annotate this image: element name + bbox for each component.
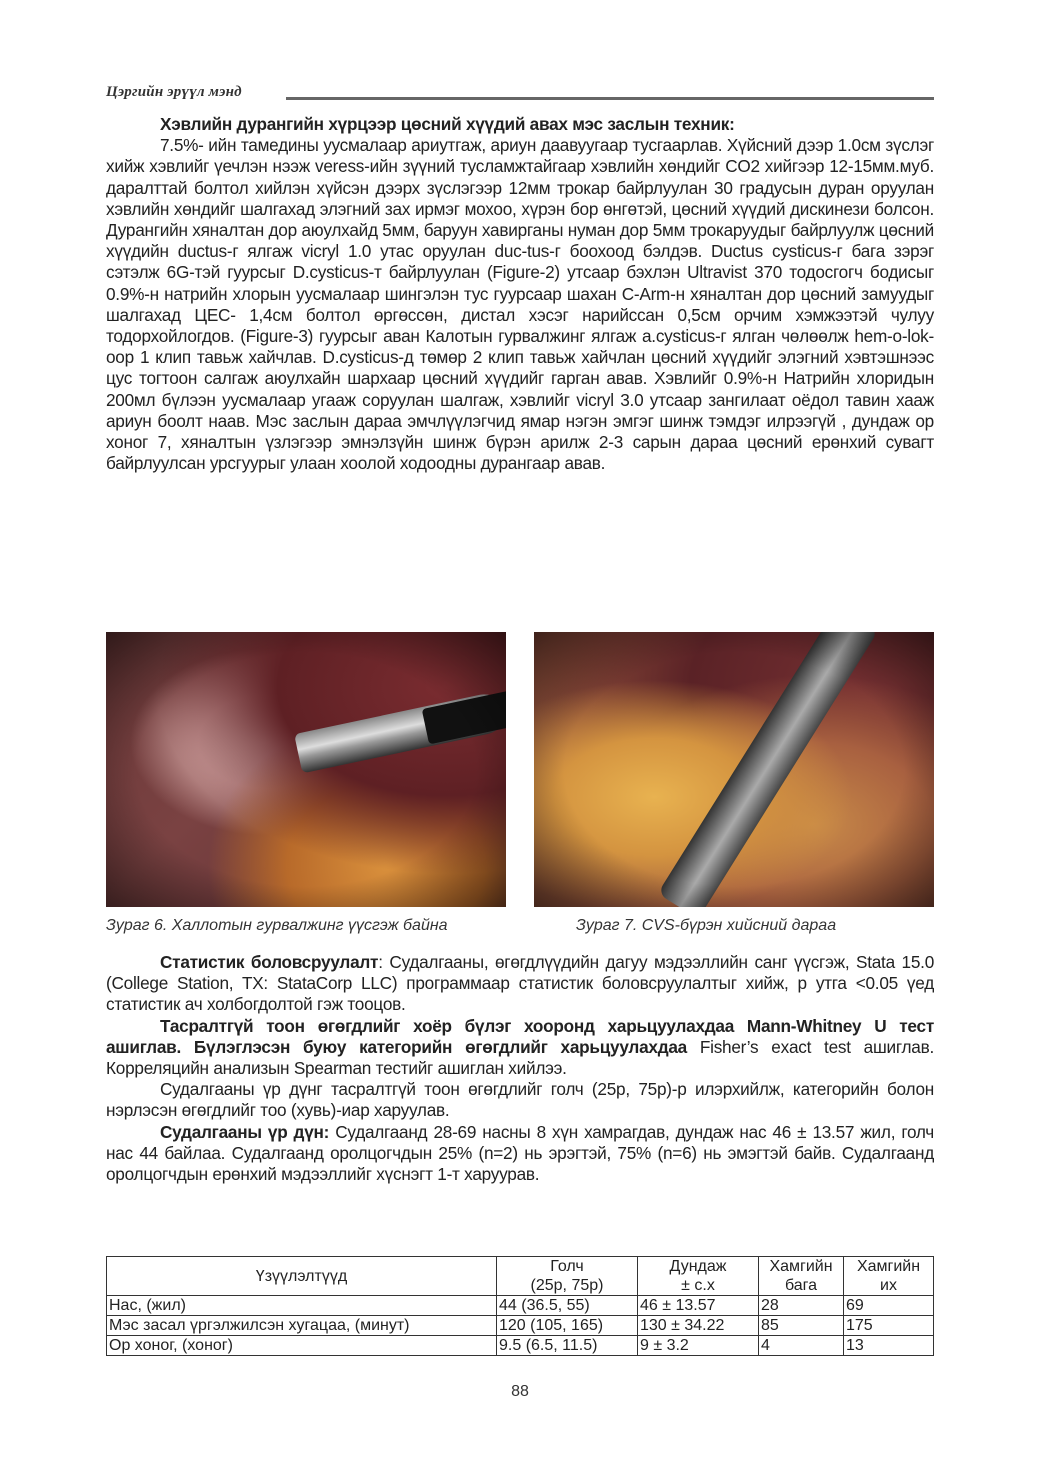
cell-indicator: Нас, (жил) bbox=[107, 1296, 497, 1316]
figure-6-caption: Зураг 6. Халлотын гурвалжинг үүсгэж байна bbox=[106, 917, 448, 934]
table-row bbox=[107, 1336, 934, 1356]
journal-title: Цэргийн эрүүл мэнд bbox=[106, 84, 242, 100]
tests-paragraph bbox=[106, 1016, 934, 1080]
figure-7-image bbox=[534, 632, 934, 907]
cell-median: 44 (36.5, 55) bbox=[497, 1296, 638, 1316]
cell-min: 28 bbox=[759, 1296, 844, 1316]
running-header bbox=[106, 84, 934, 104]
table-row bbox=[107, 1316, 934, 1336]
cell-median: 9.5 (6.5, 11.5) bbox=[497, 1336, 638, 1356]
cell-max: 175 bbox=[844, 1316, 934, 1336]
header-max: Хамгийн их bbox=[844, 1257, 934, 1296]
page-number: 88 bbox=[511, 1383, 529, 1400]
tests-bold-text: Тасралтгүй тоон өгөгдлийг хоёр бүлэг хооронд харьцуулахдаа Mann-Whitney U тест ашиглав. Бүлэглэсэн буюу категорийн өгөгдлийг харьцуулахдаа bbox=[106, 1015, 934, 1057]
cell-min: 85 bbox=[759, 1316, 844, 1336]
technique-heading-text: Хэвлийн дурангийн хүрцээр цөсний хүүдий авах мэс заслын техник: bbox=[160, 114, 735, 134]
results-heading: Судалгааны үр дүн: bbox=[160, 1121, 330, 1142]
cell-max: 69 bbox=[844, 1296, 934, 1316]
cell-min: 4 bbox=[759, 1336, 844, 1356]
header-indicator: Үзүүлэлтүүд bbox=[107, 1257, 497, 1296]
header-median: Голч (25p, 75p) bbox=[497, 1257, 638, 1296]
cell-indicator: Ор хоног, (хоног) bbox=[107, 1336, 497, 1356]
tests-text: Fisher’s exact test ашиглав. Корреляцийн анализын Spearman тестийг ашиглан хийлээ. bbox=[106, 1036, 934, 1079]
results-table bbox=[106, 1256, 934, 1356]
statistics-heading: Статистик боловсруулалт bbox=[160, 952, 379, 972]
table-row bbox=[107, 1296, 934, 1316]
header-mean: Дундаж ± с.х bbox=[638, 1257, 759, 1296]
header-min: Хамгийн бага bbox=[759, 1257, 844, 1296]
cell-mean: 9 ± 3.2 bbox=[638, 1336, 759, 1356]
cell-max: 13 bbox=[844, 1336, 934, 1356]
technique-section bbox=[106, 114, 934, 474]
header-rule bbox=[286, 97, 934, 100]
technique-heading bbox=[106, 114, 934, 135]
statistics-text: : Судалгааны, өгөгдлүүдийн дагуу мэдээллийн санг үүсгэж, Stata 15.0 (College Station, TX: StataCorp LLC) программаар статистик боловсруулалтыг хийж, p утга <0.05 үед статистик ач холбогдолтой гэж тооцов. bbox=[106, 952, 934, 1015]
cell-indicator: Мэс засал үргэлжилсэн хугацаа, (минут) bbox=[107, 1316, 497, 1336]
presentation-paragraph: Судалгааны үр дүнг тасралтгүй тоон өгөгдлийг голч (25p, 75p)-р илэрхийлж, категорийн болон нэрлэсэн өгөгдлийг тоо (хувь)-иар харуулав. bbox=[106, 1079, 934, 1121]
cell-mean: 130 ± 34.22 bbox=[638, 1316, 759, 1336]
technique-paragraph: 7.5%- ийн тамедины уусмалаар ариутгаж, ариун даавуугаар тусгаарлав. Хүйсний дээр 1.0см зүслэг хийж хэвлийг үечлэн нээж veress-ийн зүүний тусламжтайгаар хэвлийн хөндийг CO2 хийгээр 12-15мм.муб. даралттай болтол хийлэн хүйсэн дээрх зүслэгээр 12мм трокар байрлуулан 30 градусын дуран оруулан хэвлийн хөндийг шалгахад элэгний зах ирмэг мохоо, хүрэн бор өнгөтэй, цөсний хүүдий дискинези болсон. Дурангийн хяналтан дор аюулхайд 5мм, баруун хавирганы нуман дор 5мм трокаруудыг байрлуулж цөсний хүүдийн ductus-г ялгаж vicryl 1.0 утас оруулан duc-tus-г боохоод бэлдэв. Ductus cysticus-г бага зэрэг сэтэлж 6G-тэй гуурсыг D.cysticus-т байрлуулан (Figure-2) утсаар бэхлэн Ultravist 370 тодосгогч бодисыг 0.9%-н натрийн хлорын уусмалаар шингэлэн тус гуурсаар шахан C-Arm-н хяналтан дор цөсний замуудыг шалгахад ЦЕС- 1,4см болтол өргөссөн, дистал хэсэг нарийссан 0,5см орчим хэмжээтэй чулуу тодорхойлогдов. (Figure-3) гуурсыг аван Калотын гурвалжинг ялгаж a.cysticus-г ялган чөлөөлж hem-o-lok-oop 1 клип тавьж хайчлав. D.cysticus-д төмөр 2 клип тавьж хайчлан цөсний хүүдийг элэгний хэвтэшнээс цус тогтоон салгаж аюулхайн шархаар цөсний хүүдийг гарган авав. Хэвлийг 0.9%-н Натрийн хлоридын 200мл бүлээн уусмалаар угааж соруулан шалгаж, хэвлийг vicryl 3.0 утсаар зангилаат оёдол тавин хааж ариун боолт наав. Мэс заслын дараа эмчлүүлэгчид ямар нэгэн эмгэг шинж тэмдэг илрээгүй , дундаж ор хоног 7, хяналтын үзлэгээр эмнэлзүйн шинж бүрэн арилж 2-3 сарын дараа цөсний ерөнхий сувагт байрлуулсан урсгуурыг улаан хоолой ходоодны дурангаар авав. bbox=[106, 135, 934, 474]
cell-median: 120 (105, 165) bbox=[497, 1316, 638, 1336]
results-paragraph bbox=[106, 1122, 934, 1186]
cell-mean: 46 ± 13.57 bbox=[638, 1296, 759, 1316]
statistics-paragraph bbox=[106, 952, 934, 1016]
figure-6-image bbox=[106, 632, 506, 907]
statistics-section bbox=[106, 952, 934, 1185]
results-text: Судалгаанд 28-69 насны 8 хүн хамрагдав, дундаж нас 46 ± 13.57 жил, голч нас 44 байлаа. Судалгаанд оролцогчдын 25% (n=2) нь эрэгтэй, 75% (n=6) нь эмэгтэй байв. Судалгаанд оролцогчдын ерөнхий мэдээллийг хүснэгт 1-т харуурав. bbox=[106, 1121, 935, 1185]
figure-7-caption: Зураг 7. CVS-бүрэн хийсний дараа bbox=[576, 917, 837, 934]
figure-row bbox=[106, 632, 934, 907]
table-header-row bbox=[107, 1257, 934, 1296]
